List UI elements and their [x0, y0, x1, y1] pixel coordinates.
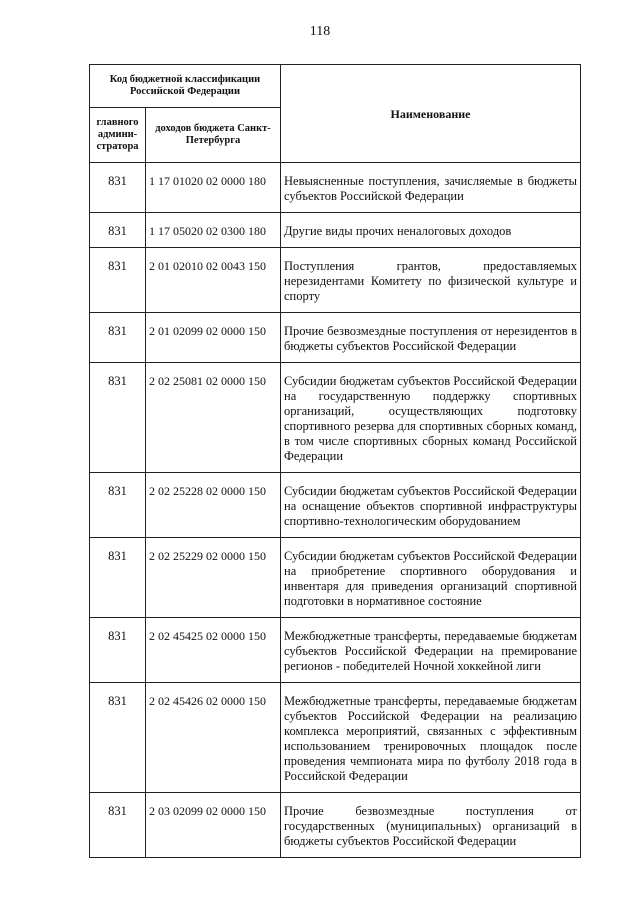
admin-code-cell: 831	[90, 313, 146, 363]
description-cell: Прочие безвозмездные поступления от государственных (муниципальных) организаций в бюджеты субъектов Российской Федерации	[281, 793, 581, 858]
budget-classification-table	[89, 64, 581, 858]
description-cell: Межбюджетные трансферты, передаваемые бюджетам субъектов Российской Федерации на премирование регионов - победителей Ночной хоккейной лиги	[281, 618, 581, 683]
admin-code-cell: 831	[90, 683, 146, 793]
table-row	[90, 473, 581, 538]
income-code-cell: 2 02 45425 02 0000 150	[146, 618, 281, 683]
description-cell: Субсидии бюджетам субъектов Российской Федерации на приобретение спортивного оборудования и инвентаря для приведения организаций спортивной подготовки в нормативное состояние	[281, 538, 581, 618]
description-cell: Субсидии бюджетам субъектов Российской Федерации на оснащение объектов спортивной инфраструктуры спортивно-технологическим оборудованием	[281, 473, 581, 538]
admin-code-cell: 831	[90, 363, 146, 473]
page-number: 118	[309, 24, 331, 39]
income-code-cell: 2 02 25229 02 0000 150	[146, 538, 281, 618]
income-code-cell: 2 03 02099 02 0000 150	[146, 793, 281, 858]
table-row	[90, 618, 581, 683]
admin-column-header: главного админи-стратора	[90, 108, 146, 163]
description-cell: Невыясненные поступления, зачисляемые в бюджеты субъектов Российской Федерации	[281, 163, 581, 213]
admin-code-cell: 831	[90, 163, 146, 213]
income-code-cell: 2 02 25081 02 0000 150	[146, 363, 281, 473]
classification-code-header: Код бюджетной классификации Российской Федерации	[90, 65, 281, 108]
admin-code-cell: 831	[90, 248, 146, 313]
description-cell: Прочие безвозмездные поступления от нерезидентов в бюджеты субъектов Российской Федерации	[281, 313, 581, 363]
table-row	[90, 213, 581, 248]
description-cell: Поступления грантов, предоставляемых нерезидентами Комитету по физической культуре и спорту	[281, 248, 581, 313]
table-row	[90, 248, 581, 313]
admin-code-cell: 831	[90, 473, 146, 538]
income-code-cell: 2 02 25228 02 0000 150	[146, 473, 281, 538]
table-row	[90, 363, 581, 473]
income-code-cell: 2 01 02010 02 0043 150	[146, 248, 281, 313]
table-row	[90, 683, 581, 793]
admin-code-cell: 831	[90, 793, 146, 858]
admin-code-cell: 831	[90, 618, 146, 683]
description-cell: Субсидии бюджетам субъектов Российской Федерации на государственную поддержку спортивных организаций, осуществляющих подготовку спортивного резерва для спортивных сборных команд, в том числе спортивных сборных команд Российской Федерации	[281, 363, 581, 473]
name-column-header: Наименование	[281, 65, 581, 163]
income-code-cell: 2 02 45426 02 0000 150	[146, 683, 281, 793]
income-column-header: доходов бюджета Санкт-Петербурга	[146, 108, 281, 163]
income-code-cell: 1 17 05020 02 0300 180	[146, 213, 281, 248]
table-row	[90, 163, 581, 213]
table-row	[90, 313, 581, 363]
table-row	[90, 538, 581, 618]
income-code-cell: 1 17 01020 02 0000 180	[146, 163, 281, 213]
table-row	[90, 793, 581, 858]
admin-code-cell: 831	[90, 213, 146, 248]
description-cell: Межбюджетные трансферты, передаваемые бюджетам субъектов Российской Федерации на реализацию комплекса мероприятий, связанных с эффективным использованием тренировочных площадок после проведения чемпионата мира по футболу 2018 года в Российской Федерации	[281, 683, 581, 793]
description-cell: Другие виды прочих неналоговых доходов	[281, 213, 581, 248]
admin-code-cell: 831	[90, 538, 146, 618]
income-code-cell: 2 01 02099 02 0000 150	[146, 313, 281, 363]
